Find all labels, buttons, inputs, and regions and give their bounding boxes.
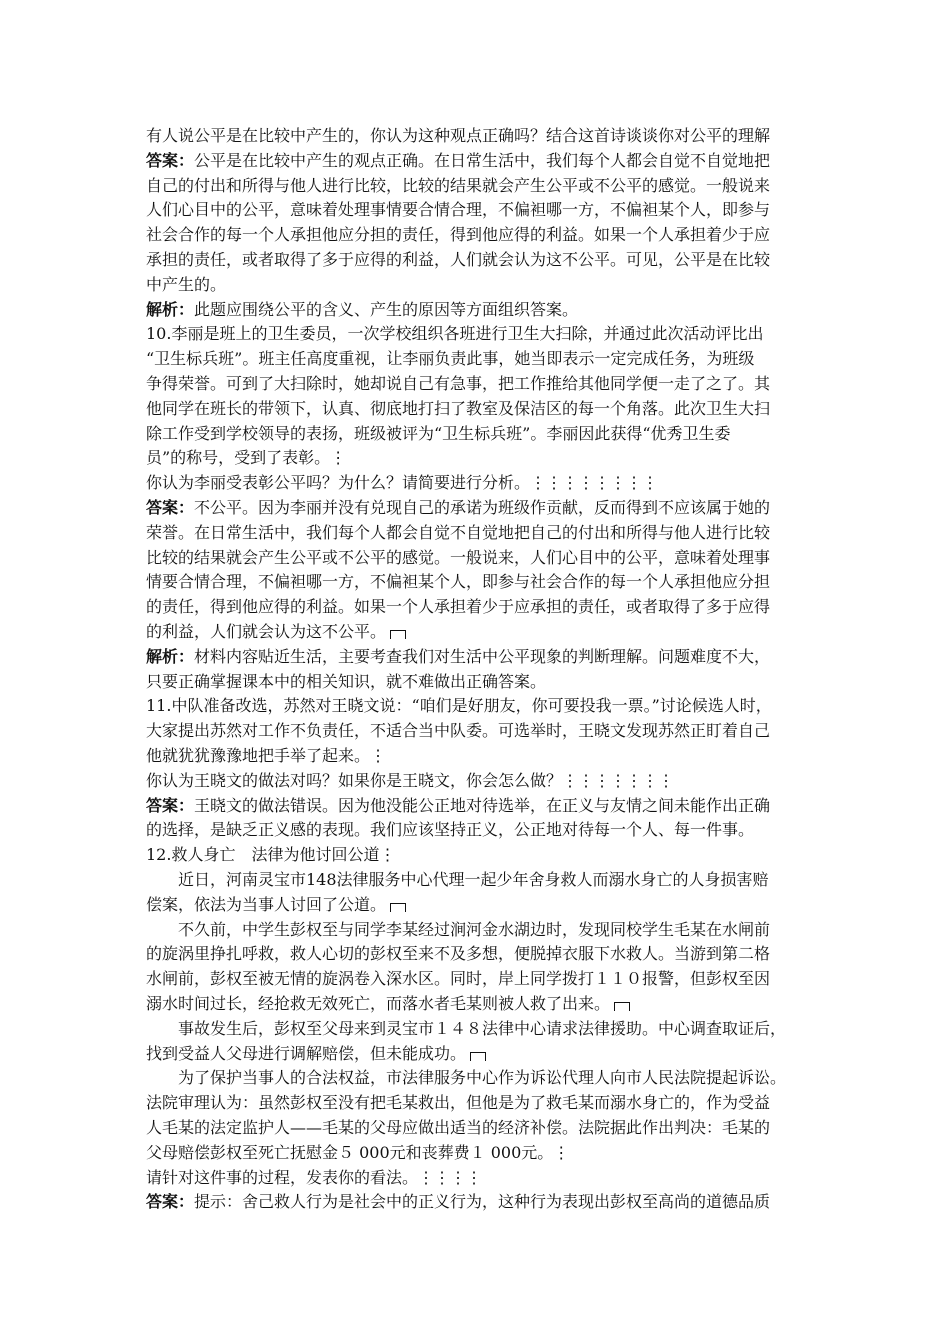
line-text: 请针对这件事的过程，发表你的看法。⋮⋮⋮⋮	[146, 1167, 483, 1187]
line-text: 偿案，依法为当事人讨回了公道。	[146, 894, 387, 914]
line-text: 的利益，人们就会认为这不公平。	[146, 622, 387, 641]
paragraph-mark-icon	[390, 630, 406, 639]
text-line	[146, 347, 836, 371]
line-text: 父母赔偿彭权至死亡抚慰金５ 000元和丧葬费１ 000元。⋮	[146, 1142, 570, 1162]
line-text: 溺水时间过长，经抢救无效死亡，而落水者毛某则被人救了出来。	[146, 994, 611, 1013]
text-line	[146, 248, 836, 272]
line-text: 此题应围绕公平的含义、产生的原因等方面组织答案。	[194, 299, 579, 319]
line-text: 王晓文的做法错误。因为他没能公正地对待选举，在正义与友情之间未能作出正确	[194, 795, 771, 815]
text-line	[146, 124, 836, 148]
text-line	[146, 645, 836, 669]
line-text: 人们心目中的公平，意味着处理事情要合情合理，不偏袒哪一方，不偏袒某个人，即参与	[146, 200, 771, 220]
text-line	[146, 1116, 836, 1140]
line-text: 11.中队准备改选，苏然对王晓文说：“咱们是好朋友，你可要投我一票。”讨论候选人时，	[146, 696, 772, 716]
text-line	[146, 992, 836, 1016]
text-line	[146, 546, 836, 570]
text-line	[146, 670, 836, 694]
text-line	[146, 1066, 868, 1090]
text-line	[146, 744, 836, 768]
text-line	[146, 570, 836, 594]
text-line	[146, 397, 836, 421]
text-line	[146, 174, 836, 198]
text-line	[146, 843, 836, 867]
line-text: 材料内容贴近生活，主要考查我们对生活中公平现象的判断理解。问题难度不大，	[194, 646, 771, 666]
line-text: 公平是在比较中产生的观点正确。在日常生活中，我们每个人都会自觉不自觉地把	[194, 150, 771, 170]
text-line	[146, 298, 836, 322]
text-line	[146, 446, 836, 470]
answer-label: 答案：	[146, 150, 195, 170]
line-text: 为了保护当事人的合法权益，市法律服务中心作为诉讼代理人向市人民法院提起诉讼。	[178, 1068, 787, 1088]
text-line	[146, 794, 836, 818]
text-line	[146, 198, 836, 222]
text-line	[146, 893, 836, 917]
text-line	[146, 769, 836, 793]
line-text: 找到受益人父母进行调解赔偿，但未能成功。	[146, 1043, 467, 1063]
text-line	[146, 372, 836, 396]
line-text: “卫生标兵班”。班主任高度重视，让李丽负责此事，她当即表示一定完成任务，为班级	[146, 349, 755, 369]
line-text: 不久前，中学生彭权至与同学李某经过涧河金水湖边时，发现同校学生毛某在水闸前	[178, 919, 771, 939]
text-line	[146, 967, 836, 991]
line-text: 法院审理认为：虽然彭权至没有把毛某救出，但他是为了救毛某而溺水身亡的，作为受益	[146, 1093, 771, 1113]
text-line	[146, 521, 836, 545]
line-text: 有人说公平是在比较中产生的，你认为这种观点正确吗？结合这首诗谈谈你对公平的理解	[146, 126, 771, 145]
line-text: 的选择，是缺乏正义感的表现。我们应该坚持正义，公正地对待每一个人、每一件事。	[146, 820, 755, 840]
paragraph-mark-icon	[614, 1002, 630, 1011]
text-line	[146, 471, 836, 495]
text-line	[146, 1091, 836, 1115]
text-line	[146, 620, 836, 644]
line-text: 社会合作的每一个人承担他应分担的责任，得到他应得的利益。如果一个人承担着少于应	[146, 225, 771, 245]
line-text: 荣誉。在日常生活中，我们每个人都会自觉不自觉地把自己的付出和所得与他人进行比较	[146, 522, 771, 542]
text-line	[146, 595, 836, 619]
line-text: 他同学在班长的带领下，认真、彻底地打扫了教室及保洁区的每一个角落。此次卫生大扫	[146, 398, 771, 418]
text-line	[146, 1017, 868, 1041]
line-text: 不公平。因为李丽并没有兑现自己的承诺为班级作贡献，反而得到不应该属于她的	[194, 498, 771, 517]
text-line	[146, 273, 836, 297]
paragraph-mark-icon	[390, 903, 406, 912]
text-line	[146, 322, 836, 346]
line-text: 员”的称号，受到了表彰。⋮	[146, 448, 347, 468]
line-text: 你认为李丽受表彰公平吗？为什么？请简要进行分析。⋮⋮⋮⋮⋮⋮⋮⋮	[146, 473, 659, 493]
line-text: 事故发生后，彭权至父母来到灵宝市１４８法律中心请求法律援助。中心调查取证后，	[178, 1018, 787, 1038]
line-text: 12.救人身亡 法律为他讨回公道⋮	[146, 845, 396, 865]
text-line	[146, 918, 868, 942]
line-text: 你认为王晓文的做法对吗？如果你是王晓文，你会怎么做？⋮⋮⋮⋮⋮⋮⋮	[146, 770, 675, 790]
text-line	[146, 1166, 836, 1190]
line-text: 争得荣誉。可到了大扫除时，她却说自己有急事，把工作推给其他同学便一走了之了。其	[146, 374, 771, 393]
text-line	[146, 942, 836, 966]
text-line	[146, 868, 868, 892]
text-line	[146, 1141, 836, 1165]
line-text: 除工作受到学校领导的表扬，班级被评为“卫生标兵班”。李丽因此获得“优秀卫生委	[146, 423, 731, 443]
text-line	[146, 149, 836, 173]
line-text: 中产生的。	[146, 274, 227, 294]
line-text: 提示：舍己救人行为是社会中的正义行为，这种行为表现出彭权至高尚的道德品质	[194, 1192, 771, 1212]
text-line	[146, 223, 836, 247]
text-line	[146, 422, 836, 446]
answer-label: 解析：	[146, 299, 195, 319]
answer-label: 答案：	[146, 1192, 195, 1212]
line-text: 比较的结果就会产生公平或不公平的感觉。一般说来，人们心目中的公平，意味着处理事	[146, 547, 771, 567]
line-text: 的旋涡里挣扎呼救，救人心切的彭权至来不及多想，便脱掉衣服下水救人。当游到第二格	[146, 944, 771, 964]
text-line	[146, 719, 836, 743]
text-line	[146, 496, 836, 520]
line-text: 只要正确掌握课本中的相关知识，就不难做出正确答案。	[146, 671, 547, 691]
line-text: 他就犹犹豫豫地把手举了起来。⋮	[146, 746, 387, 765]
line-text: 大家提出苏然对工作不负责任，不适合当中队委。可选举时，王晓文发现苏然正盯着自己	[146, 721, 771, 741]
line-text: 水闸前，彭权至被无情的旋涡卷入深水区。同时，岸上同学拨打１１０报警，但彭权至因	[146, 969, 771, 989]
line-text: 10.李丽是班上的卫生委员，一次学校组织各班进行卫生大扫除，并通过此次活动评比出	[146, 324, 764, 344]
line-text: 自己的付出和所得与他人进行比较，比较的结果就会产生公平或不公平的感觉。一般说来	[146, 175, 771, 195]
text-line	[146, 1042, 836, 1066]
paragraph-mark-icon	[470, 1052, 486, 1061]
answer-label: 解析：	[146, 646, 195, 666]
answer-label: 答案：	[146, 498, 195, 517]
text-line	[146, 694, 836, 718]
answer-label: 答案：	[146, 795, 195, 815]
line-text: 人毛某的法定监护人——毛某的父母应做出适当的经济补偿。法院据此作出判决：毛某的	[146, 1118, 771, 1137]
line-text: 的责任，得到他应得的利益。如果一个人承担着少于应承担的责任，或者取得了多于应得	[146, 597, 771, 617]
line-text: 情要合情合理，不偏袒哪一方，不偏袒某个人，即参与社会合作的每一个人承担他应分担	[146, 572, 771, 592]
text-line	[146, 1190, 836, 1214]
line-text: 近日，河南灵宝市148法律服务中心代理一起少年舍身救人而溺水身亡的人身损害赔	[178, 870, 769, 889]
line-text: 承担的责任，或者取得了多于应得的利益，人们就会认为这不公平。可见，公平是在比较	[146, 250, 771, 269]
text-line	[146, 818, 836, 842]
